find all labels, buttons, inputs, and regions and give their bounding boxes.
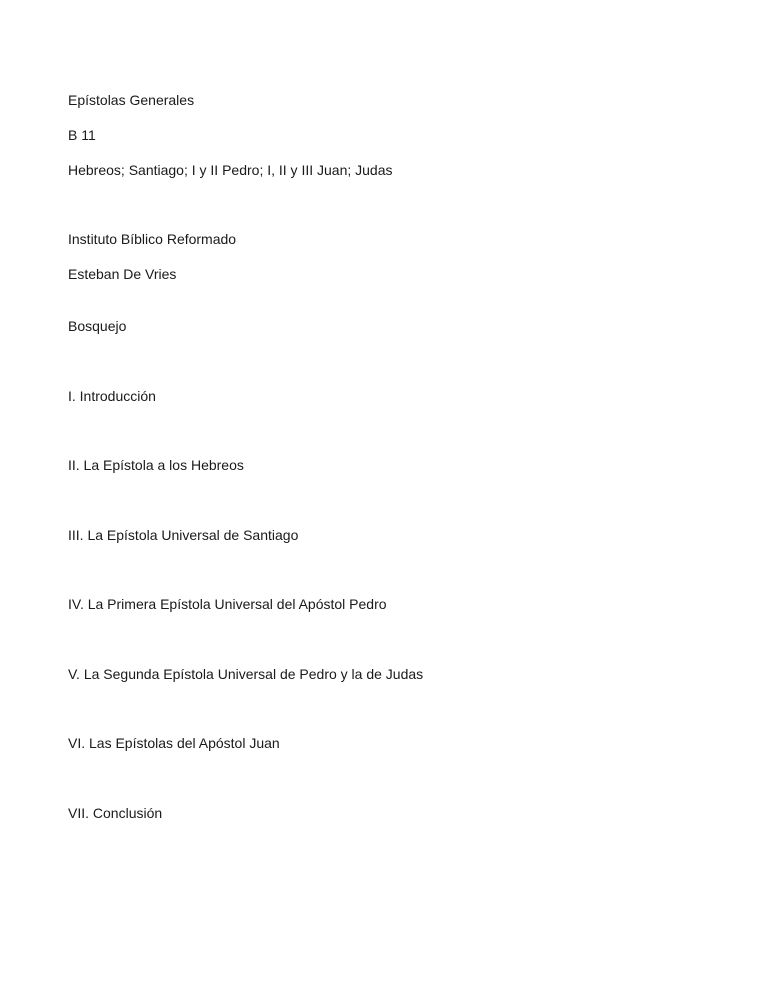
outline-item: V. La Segunda Epístola Universal de Pedro y la de Judas [68,666,424,682]
outline-item: III. La Epístola Universal de Santiago [68,527,299,543]
outline-item: VII. Conclusión [68,805,163,821]
outline-item: IV. La Primera Epístola Universal del Apóstol Pedro [68,596,387,612]
outline-item: II. La Epístola a los Hebreos [68,457,244,473]
outline-item: VI. Las Epístolas del Apóstol Juan [68,735,280,751]
course-code: B 11 [68,127,96,143]
document-subtitle: Hebreos; Santiago; I y II Pedro; I, II y III Juan; Judas [68,162,393,178]
institution-name: Instituto Bíblico Reformado [68,231,237,247]
outline-heading: Bosquejo [68,318,127,334]
author-name: Esteban De Vries [68,266,177,282]
outline-item: I. Introducción [68,388,156,404]
document-title: Epístolas Generales [68,92,195,108]
